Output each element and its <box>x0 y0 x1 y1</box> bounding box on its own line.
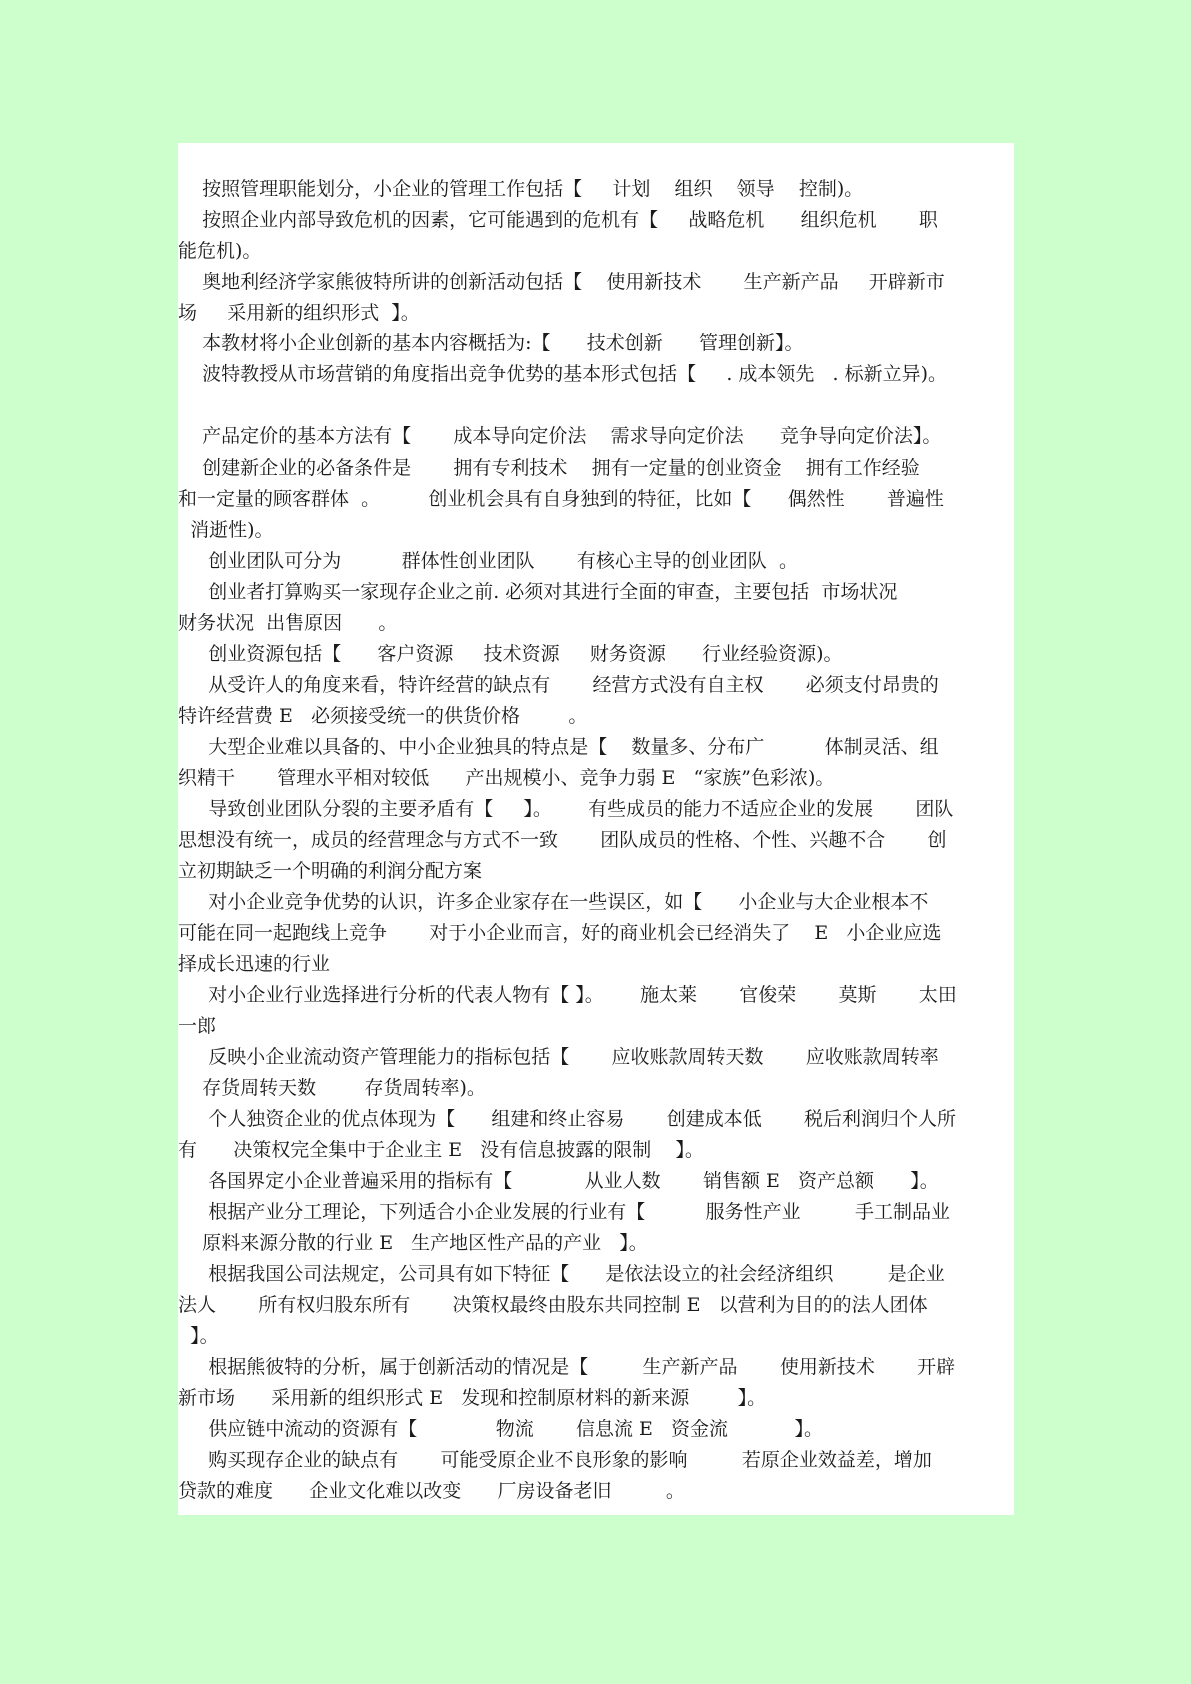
text-line: 存货周转天数 存货周转率)。 <box>178 1077 486 1099</box>
text-line: 从受许人的角度来看，特许经营的缺点有 经营方式没有自主权 必须支付昂贵的 <box>178 674 939 696</box>
text-line: 贷款的难度 企业文化难以改变 厂房设备老旧 。 <box>178 1480 685 1502</box>
text-line: 择成长迅速的行业 <box>178 953 331 975</box>
text-line: 供应链中流动的资源有【 物流 信息流 E 资金流 】。 <box>178 1418 823 1440</box>
text-line: 个人独资企业的优点体现为【 组建和终止容易 创建成本低 税后利润归个人所 <box>178 1108 956 1130</box>
text-line: 可能在同一起跑线上竞争 对于小企业而言，好的商业机会已经消失了 E 小企业应选 <box>178 922 942 944</box>
text-line: 购买现存企业的缺点有 可能受原企业不良形象的影响 若原企业效益差，增加 <box>178 1449 932 1471</box>
text-line: 场 采用新的组织形式 】。 <box>178 302 420 324</box>
text-line: 根据产业分工理论，下列适合小企业发展的行业有【 服务性产业 手工制品业 <box>178 1201 950 1223</box>
text-line: 奥地利经济学家熊彼特所讲的创新活动包括【 使用新技术 生产新产品 开辟新市 <box>178 271 945 293</box>
text-line: 导致创业团队分裂的主要矛盾有【 】。 有些成员的能力不适应企业的发展 团队 <box>178 798 954 820</box>
text-line: 创业者打算购买一家现存企业之前. 必须对其进行全面的审查，主要包括 市场状况 <box>178 581 898 603</box>
text-line: 特许经营费 E 必须接受统一的供货价格 。 <box>178 705 588 727</box>
text-line: 消逝性)。 <box>178 519 274 541</box>
text-line: 织精干 管理水平相对较低 产出规模小、竞争力弱 E “家族”色彩浓)。 <box>178 767 835 789</box>
text-line: 根据我国公司法规定，公司具有如下特征【 是依法设立的社会经济组织 是企业 <box>178 1263 945 1285</box>
text-line: 法人 所有权归股东所有 决策权最终由股东共同控制 E 以营利为目的的法人团体 <box>178 1294 928 1316</box>
text-line: 按照企业内部导致危机的因素，它可能遇到的危机有【 战略危机 组织危机 职 <box>178 209 938 231</box>
text-line: 各国界定小企业普遍采用的指标有【 从业人数 销售额 E 资产总额 】。 <box>178 1170 939 1192</box>
text-line: 对小企业行业选择进行分析的代表人物有【 】。 施太莱 官俊荣 莫斯 太田 <box>178 984 957 1006</box>
text-line: 产品定价的基本方法有【 成本导向定价法 需求导向定价法 竞争导向定价法】。 <box>178 425 942 447</box>
text-line: 】。 <box>178 1325 219 1347</box>
text-line: 波特教授从市场营销的角度指出竞争优势的基本形式包括【 . 成本领先 . 标新立异)。 <box>178 363 948 385</box>
text-line: 大型企业难以具备的、中小企业独具的特点是【 数量多、分布广 体制灵活、组 <box>178 736 939 758</box>
text-line: 新市场 采用新的组织形式 E 发现和控制原材料的新来源 】。 <box>178 1387 767 1409</box>
text-line: 创建新企业的必备条件是 拥有专利技术 拥有一定量的创业资金 拥有工作经验 <box>178 457 920 479</box>
text-line <box>178 390 1014 421</box>
text-line: 和一定量的顾客群体 。 创业机会具有自身独到的特征，比如【 偶然性 普遍性 <box>178 488 944 510</box>
text-line: 根据熊彼特的分析，属于创新活动的情况是【 生产新产品 使用新技术 开辟 <box>178 1356 956 1378</box>
text-line: 一郎 <box>178 1015 217 1037</box>
text-line: 思想没有统一，成员的经营理念与方式不一致 团队成员的性格、个性、兴趣不合 创 <box>178 829 947 851</box>
text-line: 财务状况 出售原因 。 <box>178 612 398 634</box>
text-line: 创业团队可分为 群体性创业团队 有核心主导的创业团队 。 <box>178 550 798 572</box>
text-line: 本教材将小企业创新的基本内容概括为:【 技术创新 管理创新】。 <box>178 332 804 354</box>
document-page <box>178 143 1014 1515</box>
text-line: 能危机)。 <box>178 240 262 262</box>
text-line: 按照管理职能划分，小企业的管理工作包括【 计划 组织 领导 控制)。 <box>178 178 864 200</box>
text-line: 立初期缺乏一个明确的利润分配方案 <box>178 860 483 882</box>
text-line: 创业资源包括【 客户资源 技术资源 财务资源 行业经验资源)。 <box>178 643 843 665</box>
text-line: 有 决策权完全集中于企业主 E 没有信息披露的限制 】。 <box>178 1139 704 1161</box>
text-line: 反映小企业流动资产管理能力的指标包括【 应收账款周转天数 应收账款周转率 <box>178 1046 939 1068</box>
text-line: 对小企业竞争优势的认识，许多企业家存在一些误区，如【 小企业与大企业根本不 <box>178 891 929 913</box>
text-line: 原料来源分散的行业 E 生产地区性产品的产业 】。 <box>178 1232 648 1254</box>
